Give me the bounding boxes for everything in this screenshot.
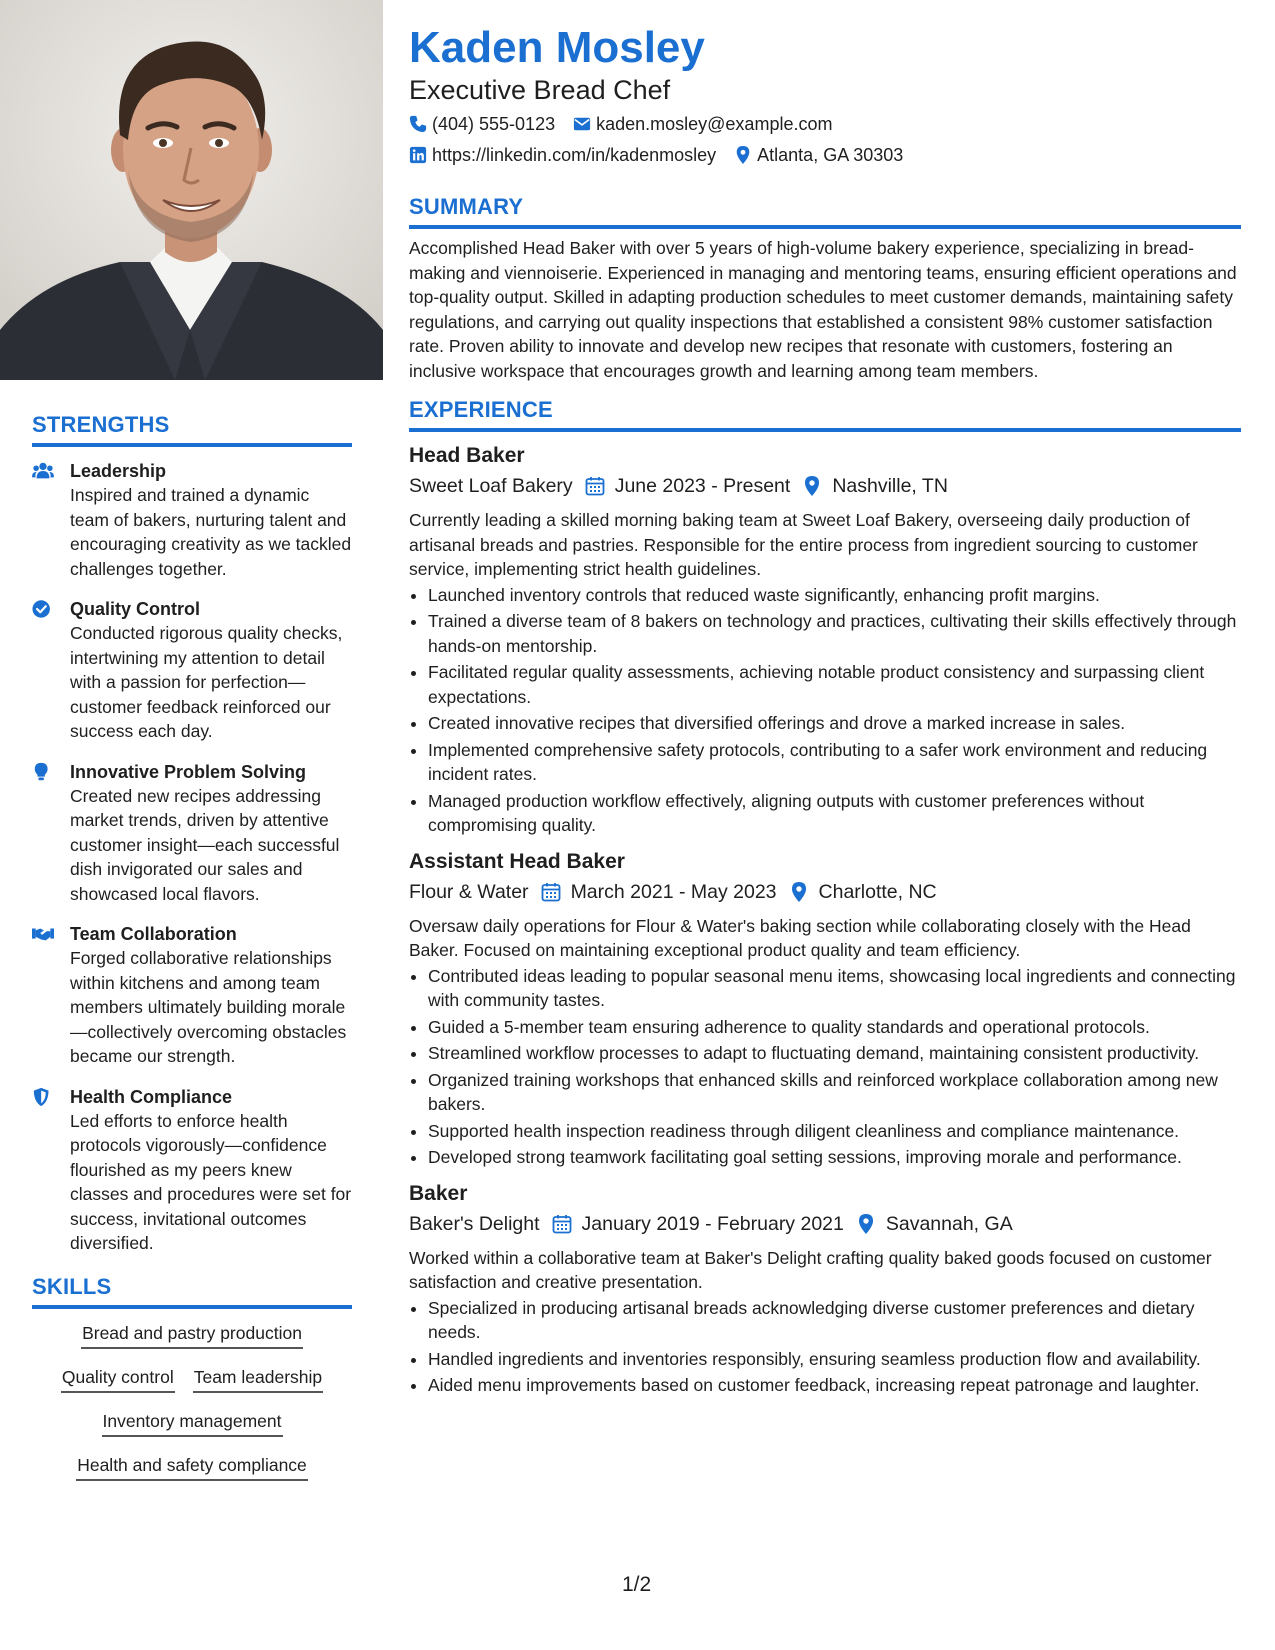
job-meta xyxy=(409,1210,1241,1238)
job-description: Worked within a collaborative team at Baker's Delight crafting quality baked goods focused on customer satisfaction and creative presentation. xyxy=(409,1247,1212,1292)
job-bullet: • Specialized in producing artisanal breads acknowledging diverse customer preferences and dietary needs. xyxy=(428,1296,1241,1345)
job-dates: January 2019 - February 2021 xyxy=(581,1212,844,1235)
strength-description: Conducted rigorous quality checks, intertwining my attention to detail with a passion for perfection—customer feedback reinforced our success each day. xyxy=(70,623,343,741)
strengths-list xyxy=(32,459,352,1256)
strength-title: Health Compliance xyxy=(70,1086,233,1107)
job-dates-wrap xyxy=(552,1210,844,1238)
candidate-name: Kaden Mosley xyxy=(409,23,705,72)
job-bullet: • Organized training workshops that enhanced skills and reinforced workplace collaboration among new bakers. xyxy=(428,1068,1241,1117)
skill-tag: Quality control xyxy=(61,1365,175,1393)
job-bullet: • Handled ingredients and inventories responsibly, ensuring seamless production flow and availability. xyxy=(428,1347,1241,1372)
strength-item xyxy=(32,459,352,581)
contact-row xyxy=(409,142,1241,168)
email-text[interactable]: kaden.mosley@example.com xyxy=(596,114,833,134)
job-description: Oversaw daily operations for Flour & Water's baking section while collaborating closely with the Head Baker. Focused on maintaining exceptional product quality and team efficiency. xyxy=(409,915,1191,960)
job-company: Sweet Loaf Bakery xyxy=(409,475,573,497)
strength-description: Inspired and trained a dynamic team of bakers, nurturing talent and encouraging creativity as we tackled challenges together. xyxy=(70,485,352,579)
job-bullet: • Trained a diverse team of 8 bakers on technology and practices, cultivating their skills effectively through hands-on mentorship. xyxy=(428,609,1241,658)
map-pin-icon xyxy=(789,882,809,902)
contact-linkedin[interactable] xyxy=(409,142,716,168)
strength-title: Leadership xyxy=(70,461,167,481)
skills-list xyxy=(32,1321,352,1481)
skill-tag: Inventory management xyxy=(102,1409,283,1437)
job-bullet: • Aided menu improvements based on customer feedback, increasing repeat patronage and laughter. xyxy=(428,1373,1241,1398)
lightbulb-icon xyxy=(32,762,54,782)
phone-icon xyxy=(409,115,427,133)
job-location-wrap xyxy=(856,1210,1013,1238)
job-bullets xyxy=(409,964,1241,1170)
job-location-wrap xyxy=(789,878,937,906)
map-pin-icon xyxy=(802,476,822,496)
handshake-icon xyxy=(32,924,54,944)
page-number: 1/2 xyxy=(622,1573,652,1596)
job-company: Flour & Water xyxy=(409,880,529,903)
contact-location xyxy=(734,142,903,168)
job-bullet: • Developed strong teamwork facilitating goal setting sessions, improving morale and performance. xyxy=(428,1145,1241,1170)
sidebar-content xyxy=(32,412,352,1481)
job-entry xyxy=(409,848,1241,1170)
job-description: Currently leading a skilled morning baking team at Sweet Loaf Bakery, overseeing daily production of artisanal breads and pastries. Responsible for the entire process from ingredient sourcing to customer service, implementing strict health guidelines. xyxy=(409,510,1198,579)
job-location: Savannah, GA xyxy=(885,1212,1013,1235)
job-bullet: • Streamlined workflow processes to adapt to fluctuating demand, maintaining consistent productivity. xyxy=(428,1041,1241,1066)
summary-heading: SUMMARY xyxy=(409,194,1241,229)
strength-title: Team Collaboration xyxy=(70,924,237,944)
strength-description: Forged collaborative relationships within kitchens and among team members ultimately building morale—collectively overcoming obstacles became our strength. xyxy=(70,948,347,1066)
job-dates-wrap xyxy=(585,472,791,500)
calendar-icon xyxy=(541,882,561,902)
summary-text: Accomplished Head Baker with over 5 years of high-volume bakery experience, specializing in bread-making and viennoiserie. Experienced in managing and mentoring teams, ensuring efficient operations and top-quality output. Skilled in adapting production schedules to meet customer demands, maintaining safety regulations, and carrying out quality inspections that established a consistent 98% customer satisfaction rate. Proven ability to innovate and develop new recipes that resonate with customers, fostering an inclusive workspace that encourages growth and learning among team members. xyxy=(409,238,1237,381)
strength-item xyxy=(32,922,352,1069)
shield-icon xyxy=(32,1087,54,1107)
job-title: Head Baker xyxy=(409,444,525,467)
strength-title: Innovative Problem Solving xyxy=(70,761,307,782)
strength-item xyxy=(32,760,352,907)
calendar-icon xyxy=(552,1214,572,1234)
job-meta xyxy=(409,878,1241,906)
map-pin-icon xyxy=(856,1214,876,1234)
job-bullets xyxy=(409,583,1241,838)
calendar-icon xyxy=(585,476,605,496)
strengths-heading: STRENGTHS xyxy=(32,412,352,447)
job-bullets xyxy=(409,1296,1241,1398)
job-title: Baker xyxy=(409,1181,468,1205)
portrait-illustration xyxy=(0,0,383,380)
main-content xyxy=(409,22,1241,1400)
contact-row xyxy=(409,111,1241,137)
map-pin-icon xyxy=(734,146,752,164)
linkedin-text[interactable]: https://linkedin.com/in/kadenmosley xyxy=(432,145,717,165)
users-icon xyxy=(32,461,54,481)
job-bullet: • Contributed ideas leading to popular seasonal menu items, showcasing local ingredients and connecting with community tastes. xyxy=(428,964,1241,1013)
contact-email[interactable] xyxy=(573,111,832,137)
job-bullet: • Managed production workflow effectively, aligning outputs with customer preferences without compromising quality. xyxy=(428,789,1241,838)
job-bullet: • Launched inventory controls that reduced waste significantly, enhancing profit margins. xyxy=(428,583,1241,608)
contact-phone xyxy=(409,111,555,137)
job-company: Baker's Delight xyxy=(409,1212,540,1235)
job-bullet: • Created innovative recipes that diversified offerings and drove a marked increase in sales. xyxy=(428,711,1241,736)
job-bullet: • Facilitated regular quality assessments, achieving notable product consistency and surpassing client expectations. xyxy=(428,660,1241,709)
job-bullet: • Supported health inspection readiness through diligent cleanliness and compliance maintenance. xyxy=(428,1119,1241,1144)
strength-title: Quality Control xyxy=(70,599,200,619)
job-entry xyxy=(409,1180,1241,1398)
strength-description: Led efforts to enforce health protocols vigorously—confidence flourished as my peers knew classes and procedures were set for success, invitational outcomes diversified. xyxy=(70,1110,352,1253)
job-meta xyxy=(409,472,1241,500)
profile-photo xyxy=(0,0,383,380)
skill-tag: Bread and pastry production xyxy=(81,1321,303,1349)
skill-tag: Health and safety compliance xyxy=(76,1453,308,1481)
sidebar xyxy=(0,0,383,1650)
job-dates: June 2023 - Present xyxy=(614,475,791,497)
strength-description: Created new recipes addressing market trends, driven by attentive customer insight—each successful dish invigorated our sales and showcased local flavors. xyxy=(70,785,340,904)
job-dates-wrap xyxy=(541,878,777,906)
job-location: Charlotte, NC xyxy=(818,880,937,903)
job-location: Nashville, TN xyxy=(832,475,948,497)
envelope-icon xyxy=(573,115,591,133)
skills-heading: SKILLS xyxy=(32,1274,352,1309)
job-dates: March 2021 - May 2023 xyxy=(570,880,777,903)
job-entry xyxy=(409,442,1241,838)
candidate-title: Executive Bread Chef xyxy=(409,75,671,105)
strength-item xyxy=(32,1085,352,1256)
strength-item xyxy=(32,597,352,744)
job-bullet: • Guided a 5-member team ensuring adherence to quality standards and operational protocols. xyxy=(428,1015,1241,1040)
job-title: Assistant Head Baker xyxy=(409,849,625,873)
job-bullet: • Implemented comprehensive safety protocols, contributing to a safer work environment and reducing incident rates. xyxy=(428,738,1241,787)
experience-heading: EXPERIENCE xyxy=(409,397,1241,432)
skill-tag: Team leadership xyxy=(193,1365,323,1393)
job-location-wrap xyxy=(802,472,948,500)
linkedin-icon xyxy=(409,146,427,164)
location-text: Atlanta, GA 30303 xyxy=(757,145,904,165)
phone-text: (404) 555-0123 xyxy=(432,114,556,134)
check-circle-icon xyxy=(32,599,54,619)
